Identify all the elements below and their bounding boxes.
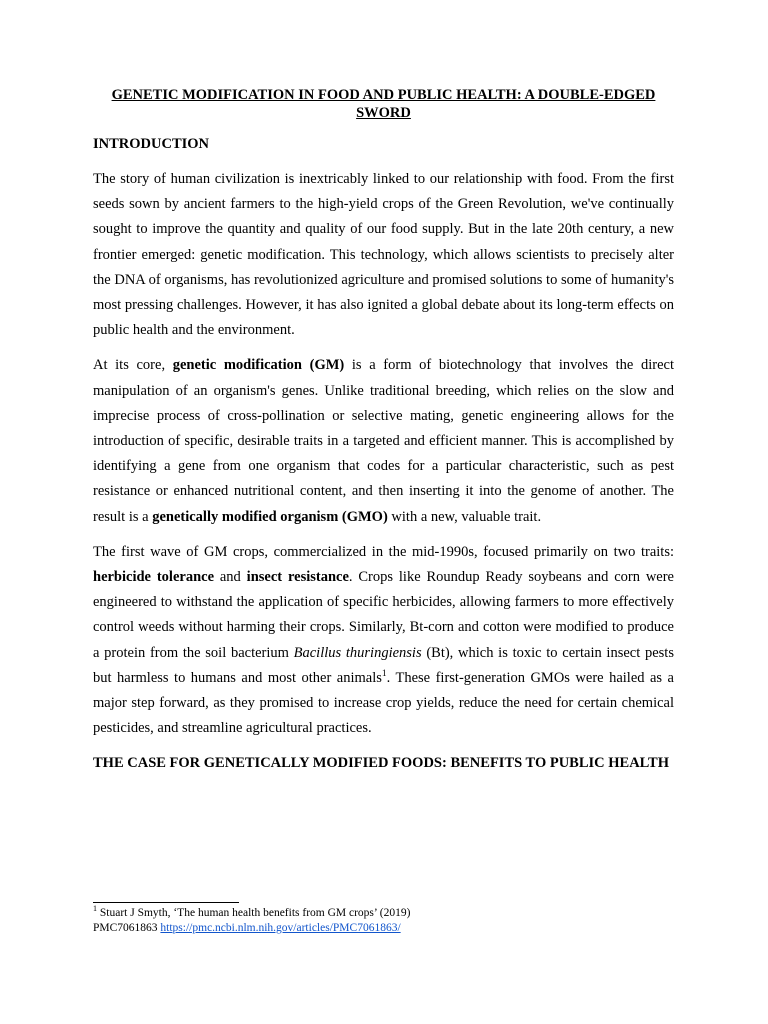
- footnote-citation: Stuart J Smyth, ‘The human health benefits from GM crops’ (2019): [97, 907, 411, 919]
- text-run: and: [214, 569, 247, 586]
- section-heading-introduction: INTRODUCTION: [93, 136, 210, 152]
- section-heading-benefits: THE CASE FOR GENETICALLY MODIFIED FOODS: BENEFITS TO PUBLIC HEALTH: [93, 755, 669, 772]
- document-title: GENETIC MODIFICATION IN FOOD AND PUBLIC HEALTH: A DOUBLE-EDGED SWORD: [111, 87, 656, 121]
- bold-term-gmo: genetically modified organism (GMO): [152, 508, 388, 525]
- document-body: [93, 86, 674, 776]
- text-run: is a form of biotechnology that involves the direct manipulation of an organism's genes. Unlike traditional breeding, which relies on the slow and imprecise process of cross-pollination or selective mating, genetic engineering allows for the introduction of specific, desirable traits in a targeted and efficient manner. This is accomplished by identifying a gene from one organism that codes for a particular characteristic, such as pest resistance or enhanced nutritional content, and then inserting it into the genome of another. The result is a: [93, 357, 674, 525]
- footnote-reference[interactable]: 1: [381, 669, 387, 680]
- text-run: . These first-generation GMOs were hailed as a major step forward, as they promised to increase crop yields, reduce the need for certain chemical pesticides, and streamline agricultural practices.: [93, 669, 674, 737]
- footnote-1: [93, 906, 674, 935]
- italic-species-name: Bacillus thuringiensis: [293, 644, 422, 661]
- footnote-area: [93, 902, 674, 935]
- text-run: . Crops like Roundup Ready soybeans and corn were engineered to withstand the application of specific herbicides, allowing farmers to more effectively control weeds without harming their crops. Similarly, Bt-corn and cotton were modified to produce a protein from the soil bacterium: [93, 569, 674, 661]
- footnote-separator: [93, 902, 239, 903]
- text-run: The first wave of GM crops, commercialized in the mid-1990s, focused primarily on two traits:: [93, 543, 674, 560]
- bold-term-herbicide: herbicide tolerance: [93, 569, 215, 586]
- paragraph-first-wave: [93, 540, 674, 742]
- bold-term-gm: genetic modification (GM): [172, 357, 345, 374]
- footnote-pmc-id: PMC7061863: [93, 921, 161, 934]
- paragraph-gm-definition: [93, 353, 674, 529]
- text-run: (Bt), which is toxic to certain insect pests but harmless to humans and most other animals: [93, 644, 674, 686]
- footnote-link[interactable]: https://pmc.ncbi.nlm.nih.gov/articles/PMC7061863/: [160, 921, 401, 934]
- bold-term-insect: insect resistance: [246, 569, 349, 586]
- paragraph-intro: The story of human civilization is inextricably linked to our relationship with food. From the first seeds sown by ancient farmers to the high-yield crops of the Green Revolution, we've continually sought to improve the quantity and quality of our food supply. But in the late 20th century, a new frontier emerged: genetic modification. This technology, which allows scientists to precisely alter the DNA of organisms, has revolutionized agriculture and promised solutions to some of humanity's most pressing challenges. However, it has also ignited a global debate about its long-term effects on public health and the environment.: [93, 171, 674, 339]
- footnote-number: 1: [93, 904, 97, 914]
- text-run: At its core,: [93, 357, 173, 374]
- text-run: with a new, valuable trait.: [387, 508, 542, 525]
